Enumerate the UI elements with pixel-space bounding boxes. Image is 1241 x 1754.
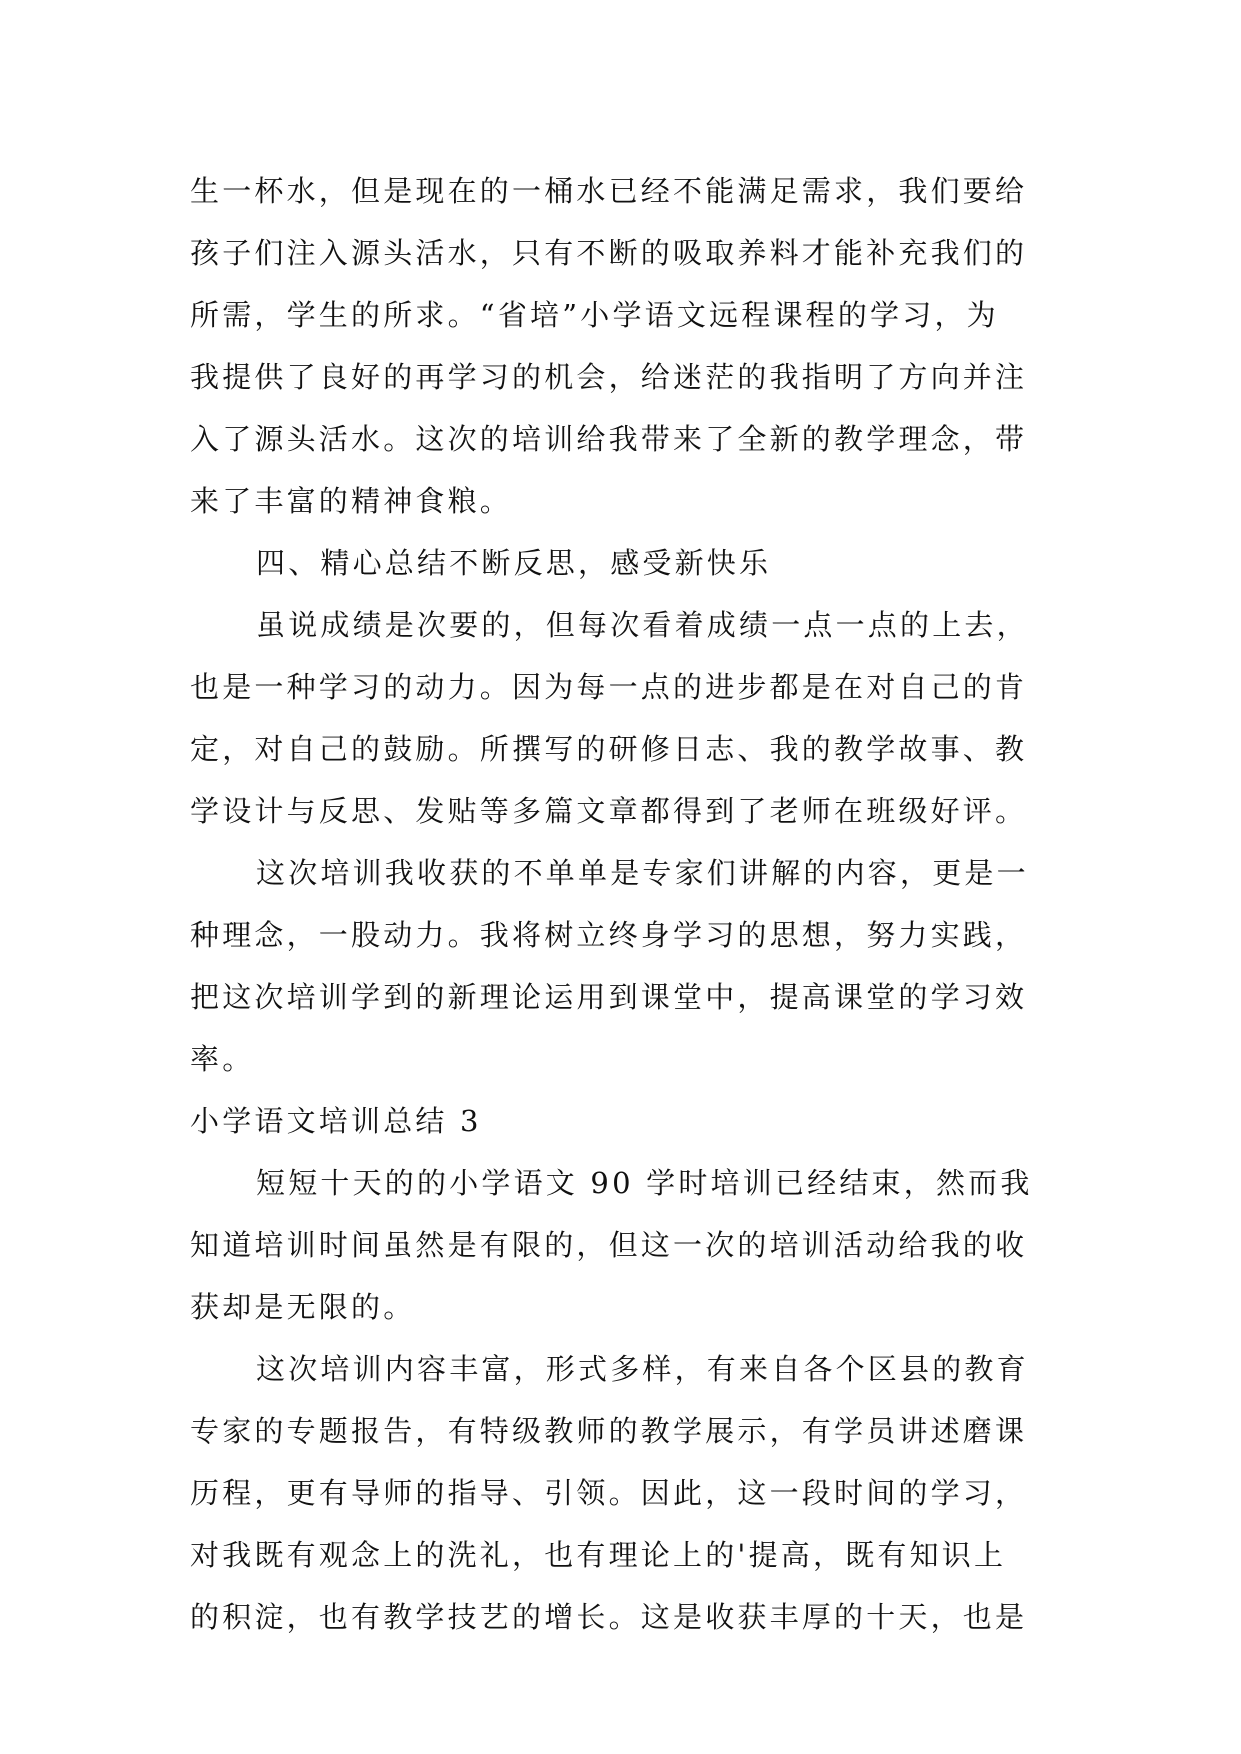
text-line: 率。 bbox=[190, 1042, 255, 1076]
text-line: 也是一种学习的动力。因为每一点的进步都是在对自己的肯 bbox=[190, 670, 1028, 704]
text-line: 定，对自己的鼓励。所撰写的研修日志、我的教学故事、教 bbox=[190, 732, 1028, 766]
text-line: 四、精心总结不断反思，感受新快乐 bbox=[256, 546, 772, 580]
text-line: 知道培训时间虽然是有限的，但这一次的培训活动给我的收 bbox=[190, 1228, 1028, 1262]
text-line: 我提供了良好的再学习的机会，给迷茫的我指明了方向并注 bbox=[190, 360, 1028, 394]
text-line: 这次培训我收获的不单单是专家们讲解的内容，更是一 bbox=[256, 856, 1029, 890]
text-line: 来了丰富的精神食粮。 bbox=[190, 484, 513, 518]
text-line: 小学语文培训总结 3 bbox=[190, 1104, 482, 1138]
text-line: 把这次培训学到的新理论运用到课堂中，提高课堂的学习效 bbox=[190, 980, 1028, 1014]
text-line: 入了源头活水。这次的培训给我带来了全新的教学理念，带 bbox=[190, 422, 1028, 456]
text-line: 学设计与反思、发贴等多篇文章都得到了老师在班级好评。 bbox=[190, 794, 1028, 828]
document-body bbox=[190, 160, 1070, 1648]
text-line: 的积淀，也有教学技艺的增长。这是收获丰厚的十天，也是 bbox=[190, 1600, 1028, 1634]
text-line: 短短十天的的小学语文 90 学时培训已经结束，然而我 bbox=[256, 1166, 1033, 1200]
text-line: 专家的专题报告，有特级教师的教学展示，有学员讲述磨课 bbox=[190, 1414, 1028, 1448]
text-line: 获却是无限的。 bbox=[190, 1290, 416, 1324]
text-line: 所需，学生的所求。“省培”小学语文远程课程的学习，为 bbox=[190, 298, 999, 332]
text-line: 历程，更有导师的指导、引领。因此，这一段时间的学习， bbox=[190, 1476, 1028, 1510]
text-line: 生一杯水，但是现在的一桶水已经不能满足需求，我们要给 bbox=[190, 174, 1028, 208]
text-line: 孩子们注入源头活水，只有不断的吸取养料才能补充我们的 bbox=[190, 236, 1028, 270]
text-line: 这次培训内容丰富，形式多样，有来自各个区县的教育 bbox=[256, 1352, 1029, 1386]
text-line: 虽说成绩是次要的，但每次看着成绩一点一点的上去， bbox=[256, 608, 1029, 642]
text-line: 种理念，一股动力。我将树立终身学习的思想，努力实践， bbox=[190, 918, 1028, 952]
text-line: 对我既有观念上的洗礼，也有理论上的'提高，既有知识上 bbox=[190, 1538, 1007, 1572]
